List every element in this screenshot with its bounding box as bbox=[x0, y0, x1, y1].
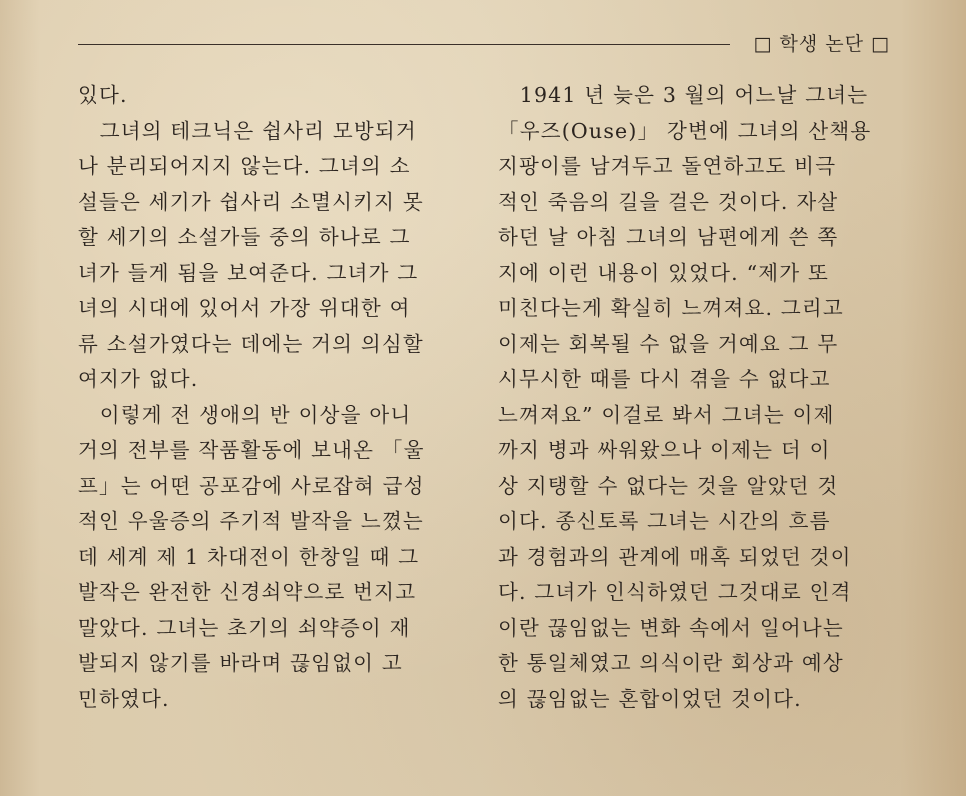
text-line: 까지 병과 싸워왔으나 이제는 더 이 bbox=[498, 438, 831, 462]
text-line: 상 지탱할 수 없다는 것을 알았던 것 bbox=[498, 473, 839, 498]
text-line: 류 소설가였다는 데에는 거의 의심할 bbox=[78, 331, 424, 356]
text-line: 이렇게 전 생애의 반 이상을 아니 bbox=[78, 402, 412, 427]
text-line: 녀의 시대에 있어서 가장 위대한 여 bbox=[78, 296, 411, 320]
left-column bbox=[78, 78, 468, 717]
text-line: 느껴져요” 이걸로 봐서 그녀는 이제 bbox=[498, 402, 835, 427]
text-line: 있다. bbox=[78, 83, 128, 107]
text-line: 시무시한 때를 다시 겪을 수 없다고 bbox=[498, 367, 831, 391]
text-line: 하던 날 아침 그녀의 남편에게 쓴 쪽 bbox=[498, 225, 839, 249]
text-line: 거의 전부를 작품활동에 보내온 「울 bbox=[78, 438, 425, 462]
text-line: 이란 끊임없는 변화 속에서 일어나는 bbox=[498, 615, 844, 640]
text-line: 설들은 세기가 쉽사리 소멸시키지 못 bbox=[78, 189, 424, 214]
text-line: 나 분리되어지지 않는다. 그녀의 소 bbox=[78, 154, 411, 178]
header-rule bbox=[78, 44, 730, 45]
text-line: 과 경험과의 관계에 매혹 되었던 것이 bbox=[498, 544, 852, 569]
right-column bbox=[498, 78, 888, 717]
text-line: 여지가 없다. bbox=[78, 367, 199, 391]
text-line: 지에 이런 내용이 있었다. “제가 또 bbox=[498, 260, 830, 285]
page-header bbox=[78, 30, 890, 58]
text-line: 미친다는게 확실히 느껴져요. 그리고 bbox=[498, 296, 844, 320]
text-line: 이제는 회복될 수 없을 거예요 그 무 bbox=[498, 331, 839, 356]
text-line: 적인 죽음의 길을 걸은 것이다. 자살 bbox=[498, 189, 839, 214]
section-title: □ 학생 논단 □ bbox=[753, 33, 890, 55]
text-line: 데 세계 제 1 차대전이 한창일 때 그 bbox=[78, 544, 420, 569]
text-line: 「우즈(Ouse)」 강변에 그녀의 산책용 bbox=[498, 118, 872, 143]
text-line: 녀가 들게 됨을 보여준다. 그녀가 그 bbox=[78, 260, 419, 285]
text-line: 이다. 종신토록 그녀는 시간의 흐름 bbox=[498, 509, 831, 533]
text-line: 발되지 않기를 바라며 끊임없이 고 bbox=[78, 651, 403, 675]
text-line: 한 통일체였고 의식이란 회상과 예상 bbox=[498, 651, 844, 675]
text-line: 할 세기의 소설가들 중의 하나로 그 bbox=[78, 225, 411, 249]
text-line: 다. 그녀가 인식하였던 그것대로 인격 bbox=[498, 580, 852, 604]
text-line: 민하였다. bbox=[78, 686, 170, 711]
text-line: 프」는 어떤 공포감에 사로잡혀 급성 bbox=[78, 473, 425, 498]
text-line: 발작은 완전한 신경쇠약으로 번지고 bbox=[78, 580, 417, 604]
text-line: 적인 우울증의 주기적 발작을 느꼈는 bbox=[78, 509, 424, 533]
text-line: 말았다. 그녀는 초기의 쇠약증이 재 bbox=[78, 615, 411, 640]
text-line: 그녀의 테크닉은 쉽사리 모방되거 bbox=[78, 118, 417, 143]
text-line: 지팡이를 남겨두고 돌연하고도 비극 bbox=[498, 154, 837, 178]
text-line: 의 끊임없는 혼합이었던 것이다. bbox=[498, 686, 802, 711]
text-line: 1941 년 늦은 3 월의 어느날 그녀는 bbox=[498, 83, 869, 107]
